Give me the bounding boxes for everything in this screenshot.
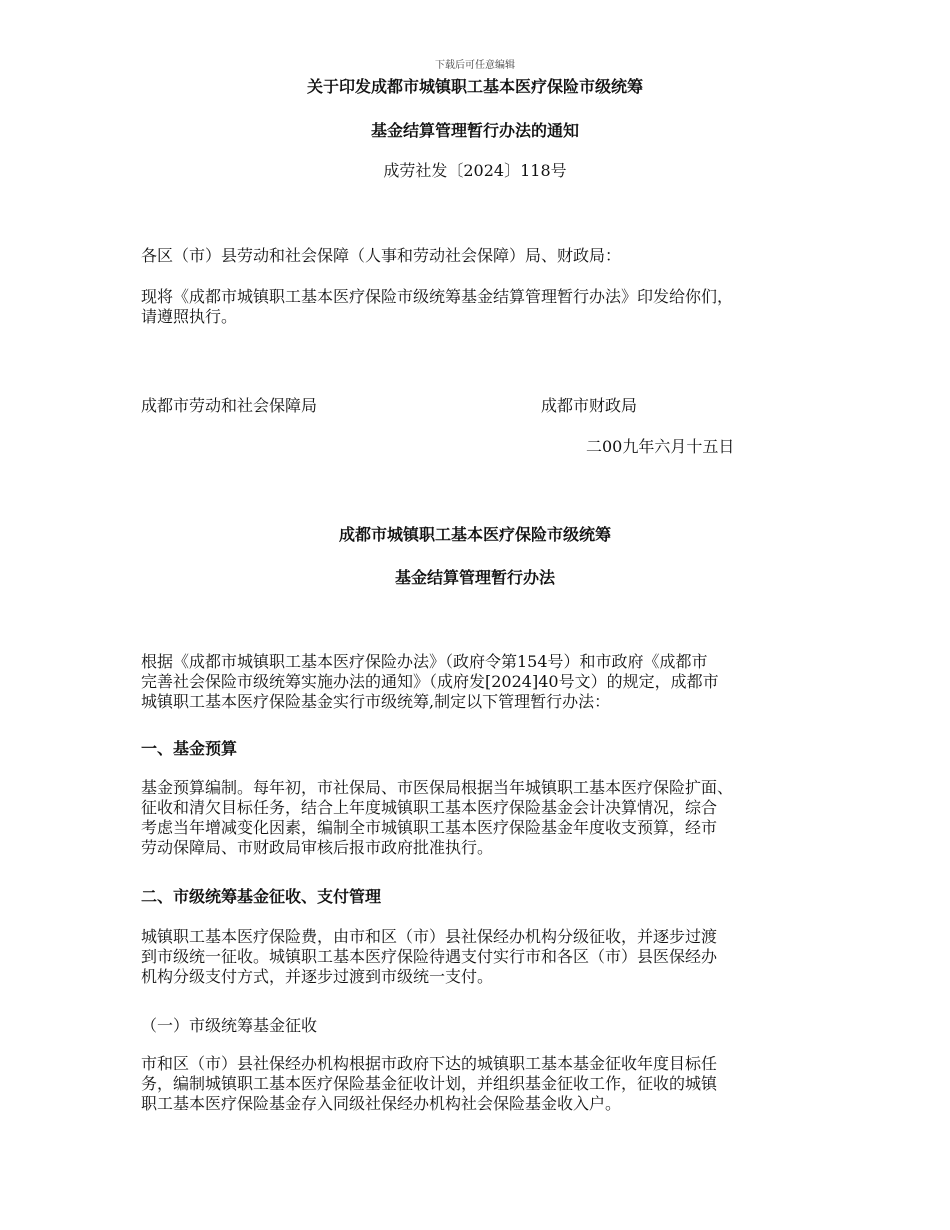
- paragraph-line: 务，编制城镇职工基本医疗保险基金征收计划，并组织基金征收工作，征收的城镇: [141, 1074, 718, 1093]
- paragraph-line: 劳动保障局、市财政局审核后报市政府批准执行。: [141, 838, 494, 857]
- paragraph-line: 城镇职工基本医疗保险基金实行市级统筹,制定以下管理暂行办法：: [141, 692, 611, 711]
- measures-title-line-2: 基金结算管理暂行办法: [394, 568, 555, 587]
- paragraph-line: 考虑当年增减变化因素，编制全市城镇职工基本医疗保险基金年度收支预算，经市: [141, 818, 718, 837]
- intro-paragraph: [141, 652, 831, 712]
- notice-title-line-2: 基金结算管理暂行办法的通知: [370, 121, 579, 140]
- issuer-labor-bureau: 成都市劳动和社会保障局: [141, 396, 318, 415]
- paragraph-line: 征收和清欠目标任务，结合上年度城镇职工基本医疗保险基金会计决算情况，综合: [141, 798, 718, 817]
- section-2-paragraph: [141, 927, 831, 987]
- document-number: 成劳社发〔2024〕118号: [383, 161, 567, 180]
- paragraph-line: 到市级统一征收。城镇职工基本医疗保险待遇支付实行市和各区（市）县医保经办: [141, 947, 718, 966]
- paragraph-line: 机构分级支付方式，并逐步过渡到市级统一支付。: [141, 967, 494, 986]
- notice-body-line: 现将《成都市城镇职工基本医疗保险市级统筹基金结算管理暂行办法》印发给你们，: [141, 287, 734, 306]
- notice-body-line: 请遵照执行。: [141, 307, 238, 326]
- section-2-heading: 二、市级统筹基金征收、支付管理: [141, 887, 382, 906]
- paragraph-line: 市和区（市）县社保经办机构根据市政府下达的城镇职工基本基金征收年度目标任: [141, 1054, 718, 1073]
- paragraph-line: 根据《成都市城镇职工基本医疗保险办法》（政府令第154号）和市政府《成都市: [141, 652, 708, 671]
- paragraph-line: 城镇职工基本医疗保险费，由市和区（市）县社保经办机构分级征收，并逐步过渡: [141, 927, 718, 946]
- section-1-paragraph: [141, 778, 831, 858]
- paragraph-line: 基金预算编制。每年初，市社保局、市医保局根据当年城镇职工基本医疗保险扩面、: [141, 778, 734, 797]
- issuer-finance-bureau: 成都市财政局: [541, 396, 638, 415]
- notice-body: [141, 287, 831, 327]
- section-1-heading: 一、基金预算: [141, 739, 238, 758]
- measures-title-line-1: 成都市城镇职工基本医疗保险市级统筹: [338, 525, 611, 544]
- addressee: 各区（市）县劳动和社会保障（人事和劳动社会保障）局、财政局：: [141, 246, 622, 265]
- watermark-text: 下载后可任意编辑: [435, 60, 515, 71]
- subsection-1-paragraph: [141, 1054, 831, 1114]
- notice-title-line-1: 关于印发成都市城镇职工基本医疗保险市级统筹: [306, 77, 643, 96]
- paragraph-line: 职工基本医疗保险基金存入同级社保经办机构社会保险基金收入户。: [141, 1094, 622, 1113]
- paragraph-line: 完善社会保险市级统筹实施办法的通知》（成府发[2024]40号文）的规定，成都市: [141, 672, 719, 691]
- issue-date: 二00九年六月十五日: [586, 437, 735, 456]
- subsection-1-heading: （一）市级统筹基金征收: [141, 1016, 318, 1035]
